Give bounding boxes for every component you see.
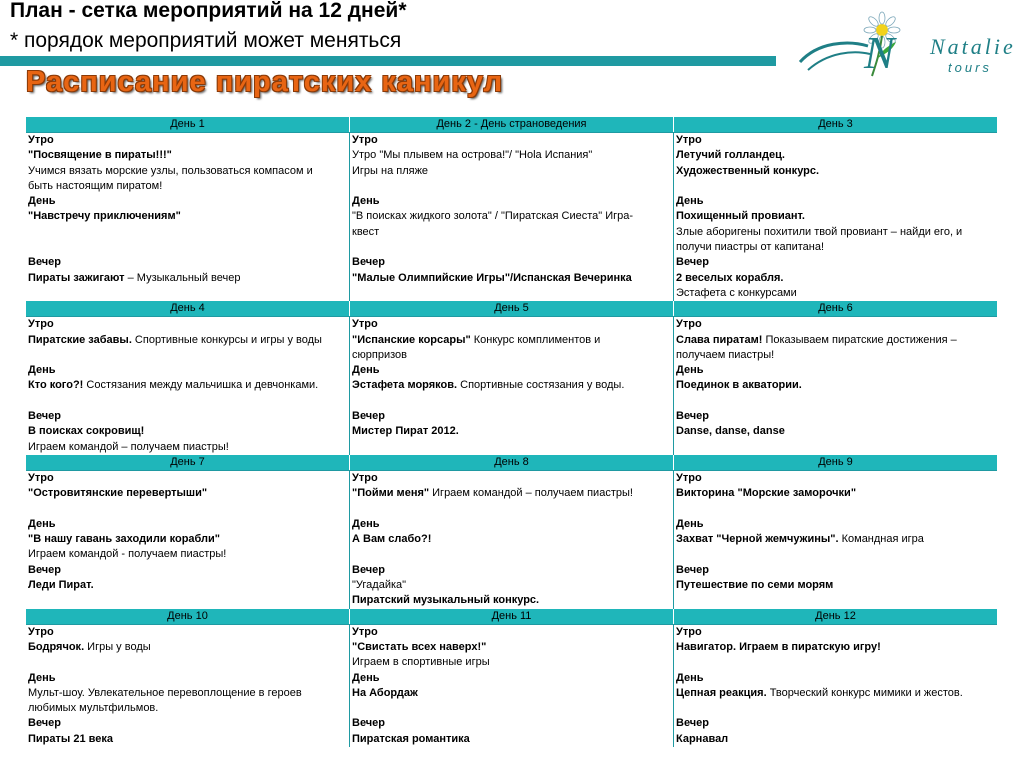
activity-text: Утро <box>28 471 54 484</box>
day-content-row <box>26 470 997 609</box>
activity-line <box>352 409 671 424</box>
activity-line <box>28 732 347 747</box>
activity-text: квест <box>352 225 380 238</box>
activity-line <box>352 486 671 501</box>
day-header: День 6 <box>673 301 997 316</box>
activity-line <box>28 271 347 286</box>
activity-line <box>352 133 671 148</box>
activity-text: Пираты 21 века <box>28 732 113 745</box>
activity-text: Художественный конкурс. <box>676 164 820 177</box>
activity-text: А Вам слабо?! <box>352 533 432 546</box>
activity-line <box>352 348 671 363</box>
activity-line <box>28 640 347 655</box>
activity-text: Утро <box>28 625 54 638</box>
activity-line <box>352 255 671 270</box>
activity-text: Утро <box>352 625 378 638</box>
activity-line <box>352 378 671 393</box>
header-divider <box>0 56 776 66</box>
schedule-subtitle: Расписание пиратских каникул <box>26 66 504 98</box>
activity-detail: Состязания между мальчишка и девчонками. <box>83 379 319 392</box>
activity-line <box>676 164 995 179</box>
activity-text: День <box>676 364 704 377</box>
activity-line <box>676 517 995 532</box>
day-cell <box>673 317 997 455</box>
activity-line <box>352 655 671 670</box>
activity-line <box>28 655 347 670</box>
activity-text: Утро <box>676 318 702 331</box>
activity-text: Вечер <box>352 256 386 269</box>
activity-line <box>28 133 347 148</box>
day-header: День 5 <box>349 301 673 316</box>
activity-line <box>352 225 671 240</box>
activity-line <box>352 671 671 686</box>
activity-text: Путешествие по семи морям <box>676 579 834 592</box>
page-title: План - сетка мероприятий на 12 дней* <box>10 0 407 22</box>
activity-line <box>28 471 347 486</box>
activity-line <box>352 194 671 209</box>
activity-text: "Посвящение в пираты!!!" <box>28 149 172 162</box>
activity-line <box>352 732 671 747</box>
activity-text: Захват "Черной жемчужины". <box>676 533 839 546</box>
activity-line <box>352 547 671 562</box>
activity-text: Играем командой – получаем пиастры! <box>28 440 229 453</box>
activity-line <box>352 317 671 332</box>
activity-text: День <box>676 517 704 530</box>
activity-text: Поединок в акватории. <box>676 379 802 392</box>
activity-line <box>352 701 671 716</box>
day-cell <box>673 133 997 301</box>
activity-line <box>676 640 995 655</box>
activity-line <box>352 625 671 640</box>
activity-text: любимых мультфильмов. <box>28 702 159 715</box>
day-header-row <box>26 609 997 624</box>
activity-text: Пиратский музыкальный конкурс. <box>352 594 540 607</box>
activity-line <box>28 625 347 640</box>
activity-text: "Пойми меня" <box>352 487 430 500</box>
activity-text: Играем командой - получаем пиастры! <box>28 548 227 561</box>
activity-line <box>28 563 347 578</box>
activity-text: Пиратские забавы. <box>28 333 132 346</box>
activity-line <box>676 424 995 439</box>
activity-detail: Спортивные конкурсы и игры у воды <box>131 333 322 346</box>
activity-line <box>676 209 995 224</box>
activity-line <box>676 333 995 348</box>
activity-line <box>28 225 347 240</box>
activity-line <box>352 363 671 378</box>
activity-text: День <box>28 517 56 530</box>
activity-text: День <box>676 671 704 684</box>
activity-line <box>28 440 347 455</box>
activity-text: Danse, danse, danse <box>676 425 785 438</box>
day-header: День 3 <box>673 117 997 132</box>
activity-text: Утро <box>676 625 702 638</box>
activity-text: "В нашу гавань заходили корабли" <box>28 533 221 546</box>
activity-text: День <box>28 195 56 208</box>
activity-line <box>676 378 995 393</box>
activity-text: "Навстречу приключениям" <box>28 210 181 223</box>
activity-text: Игры на пляже <box>352 164 429 177</box>
activity-text: Слава пиратам! <box>676 333 763 346</box>
activity-line <box>676 671 995 686</box>
activity-text: Мистер Пират 2012. <box>352 425 459 438</box>
activity-line <box>28 240 347 255</box>
activity-text: "Островитянские перевертыши" <box>28 487 208 500</box>
day-header: День 4 <box>170 302 205 315</box>
activity-line <box>28 532 347 547</box>
activity-text: Леди Пират. <box>28 579 94 592</box>
activity-line <box>676 532 995 547</box>
activity-line <box>676 317 995 332</box>
activity-line <box>352 593 671 608</box>
activity-line <box>676 286 995 301</box>
activity-line <box>352 532 671 547</box>
activity-line <box>28 486 347 501</box>
activity-line <box>28 716 347 731</box>
activity-line <box>28 194 347 209</box>
day-content-row <box>26 624 997 747</box>
day-cell <box>349 471 673 609</box>
activity-text: День <box>352 364 380 377</box>
activity-line <box>28 409 347 424</box>
activity-line <box>676 363 995 378</box>
activity-line <box>676 716 995 731</box>
day-cell <box>26 317 349 455</box>
activity-text: День <box>352 517 380 530</box>
activity-line <box>28 424 347 439</box>
activity-text: быть настоящим пиратом! <box>28 179 163 192</box>
activity-line <box>676 502 995 517</box>
activity-line <box>352 424 671 439</box>
activity-text: Летучий голландец. <box>676 149 785 162</box>
activity-line <box>352 164 671 179</box>
activity-text: Вечер <box>352 563 386 576</box>
activity-text: Вечер <box>28 563 62 576</box>
activity-line <box>28 209 347 224</box>
activity-line <box>676 686 995 701</box>
activity-text: Вечер <box>676 410 710 423</box>
activity-line <box>676 240 995 255</box>
activity-text: Похищенный провиант. <box>676 210 805 223</box>
activity-line <box>28 348 347 363</box>
activity-line <box>676 486 995 501</box>
activity-line <box>28 686 347 701</box>
activity-line <box>676 655 995 670</box>
activity-text: Учимся вязать морские узлы, пользоваться компасом и <box>28 164 313 177</box>
activity-line <box>676 179 995 194</box>
day-header-row <box>26 301 997 316</box>
activity-line <box>676 547 995 562</box>
activity-detail: Показываем пиратские достижения – <box>762 333 957 346</box>
activity-text: День <box>676 195 704 208</box>
activity-text: 2 веселых корабля. <box>676 271 784 284</box>
activity-detail: Спортивные состязания у воды. <box>457 379 625 392</box>
day-header: День 9 <box>673 455 997 470</box>
activity-text: Утро <box>676 471 702 484</box>
activity-text: День <box>352 671 380 684</box>
activity-text: "Испанские корсары" <box>352 333 471 346</box>
activity-line <box>676 701 995 716</box>
activity-text: Вечер <box>352 410 386 423</box>
activity-text: Утро <box>676 134 702 146</box>
activity-text: "Свистать всех наверх!" <box>352 640 487 653</box>
day-header: День 12 <box>673 609 997 624</box>
activity-text: получи пиастры от капитана! <box>676 241 825 254</box>
activity-line <box>676 194 995 209</box>
activity-line <box>352 716 671 731</box>
activity-line <box>28 333 347 348</box>
activity-line <box>28 701 347 716</box>
activity-text: Утро <box>28 318 54 331</box>
activity-line <box>676 578 995 593</box>
activity-detail: Игры у воды <box>84 640 151 653</box>
activity-detail: Играем командой – получаем пиастры! <box>429 487 633 500</box>
activity-text: Бодрячок. <box>28 640 85 653</box>
day-cell <box>673 625 997 747</box>
activity-detail: Командная игра <box>838 533 924 546</box>
activity-text: Вечер <box>28 717 62 730</box>
activity-line <box>352 209 671 224</box>
activity-line <box>28 255 347 270</box>
activity-line <box>676 148 995 163</box>
activity-text: Вечер <box>676 563 710 576</box>
day-content-row <box>26 316 997 455</box>
activity-text: Вечер <box>28 256 62 269</box>
activity-line <box>28 378 347 393</box>
day-header-row <box>26 455 997 470</box>
activity-text: "В поисках жидкого золота" / "Пиратская Сиеста" Игра- <box>352 210 634 223</box>
activity-text: получаем пиастры! <box>676 348 775 361</box>
day-header: День 8 <box>349 455 673 470</box>
activity-line <box>28 164 347 179</box>
activity-line <box>676 255 995 270</box>
activity-text: Утро <box>352 318 378 331</box>
activity-line <box>676 225 995 240</box>
activity-text: Пираты зажигают <box>28 271 125 284</box>
activity-text: Утро <box>352 471 378 484</box>
activity-text: Мульт-шоу. Увлекательное перевоплощение в героев <box>28 686 302 699</box>
schedule-grid <box>26 117 997 747</box>
activity-line <box>676 471 995 486</box>
activity-line <box>352 640 671 655</box>
activity-line <box>352 179 671 194</box>
day-cell <box>26 471 349 609</box>
day-header: День 10 <box>167 609 208 622</box>
activity-line <box>28 148 347 163</box>
activity-line <box>352 578 671 593</box>
activity-line <box>28 363 347 378</box>
activity-text: На Абордаж <box>352 686 418 699</box>
day-cell <box>673 471 997 609</box>
activity-line <box>676 271 995 286</box>
activity-text: сюрпризов <box>352 348 407 361</box>
activity-text: Карнавал <box>676 732 729 745</box>
activity-line <box>28 502 347 517</box>
day-header: День 11 <box>349 609 673 624</box>
activity-text: Утро "Мы плывем на острова!"/ "Hola Испания" <box>352 149 593 162</box>
activity-text: Утро <box>28 134 54 146</box>
day-header-row <box>26 117 997 132</box>
day-header: День 7 <box>170 455 205 468</box>
logo-word-natalie: Natalie <box>930 34 1016 59</box>
activity-line <box>352 502 671 517</box>
activity-text: Утро <box>352 134 378 146</box>
logo-word-tours: tours <box>948 60 992 75</box>
activity-detail: Творческий конкурс мимики и жестов. <box>766 686 963 699</box>
activity-line <box>352 333 671 348</box>
activity-line <box>676 133 995 148</box>
activity-line <box>352 240 671 255</box>
activity-text: День <box>28 364 56 377</box>
activity-line <box>352 686 671 701</box>
activity-line <box>676 732 995 747</box>
activity-line <box>676 348 995 363</box>
page-note: * порядок мероприятий может меняться <box>10 29 402 52</box>
activity-text: В поисках сокровищ! <box>28 425 145 438</box>
activity-line <box>676 394 995 409</box>
activity-text: Вечер <box>352 717 386 730</box>
activity-line <box>676 625 995 640</box>
day-cell <box>349 317 673 455</box>
activity-text: "Угадайка" <box>352 579 407 592</box>
activity-text: Злые аборигены похитили твой провиант – найди его, и <box>676 225 963 238</box>
activity-text: Пиратская романтика <box>352 732 470 745</box>
activity-line <box>28 671 347 686</box>
day-content-row <box>26 132 997 301</box>
day-header: День 1 <box>170 118 205 130</box>
activity-text: Играем в спортивные игры <box>352 656 490 669</box>
activity-text: Цепная реакция. <box>676 686 767 699</box>
activity-line <box>28 394 347 409</box>
activity-line <box>352 148 671 163</box>
day-cell <box>26 133 349 301</box>
activity-line <box>676 409 995 424</box>
activity-line <box>352 271 671 286</box>
logo-letter-n: N <box>864 27 895 78</box>
activity-text: Вечер <box>676 717 710 730</box>
activity-line <box>28 517 347 532</box>
activity-line <box>676 563 995 578</box>
activity-line <box>28 179 347 194</box>
activity-text: Вечер <box>676 256 710 269</box>
activity-detail: Конкурс комплиментов и <box>470 333 601 346</box>
activity-line <box>352 471 671 486</box>
activity-line <box>28 578 347 593</box>
day-cell <box>26 625 349 747</box>
activity-line <box>28 317 347 332</box>
activity-line <box>352 517 671 532</box>
activity-text: Эстафета с конкурсами <box>676 286 797 299</box>
activity-line <box>352 394 671 409</box>
activity-text: Викторина "Морские заморочки" <box>676 487 857 500</box>
natalie-tours-logo <box>798 12 1016 80</box>
activity-text: "Малые Олимпийские Игры"/Испанская Вечеринка <box>352 271 632 284</box>
day-cell <box>349 625 673 747</box>
activity-text: Кто кого?! <box>28 379 84 392</box>
day-header: День 2 - День страноведения <box>349 117 673 132</box>
activity-line <box>352 563 671 578</box>
activity-text: День <box>28 671 56 684</box>
activity-text: Навигатор. Играем в пиратскую игру! <box>676 640 881 653</box>
day-cell <box>349 133 673 301</box>
activity-line <box>28 547 347 562</box>
activity-detail: – Музыкальный вечер <box>124 271 241 284</box>
activity-text: День <box>352 195 380 208</box>
activity-text: Эстафета моряков. <box>352 379 458 392</box>
activity-text: Вечер <box>28 410 62 423</box>
